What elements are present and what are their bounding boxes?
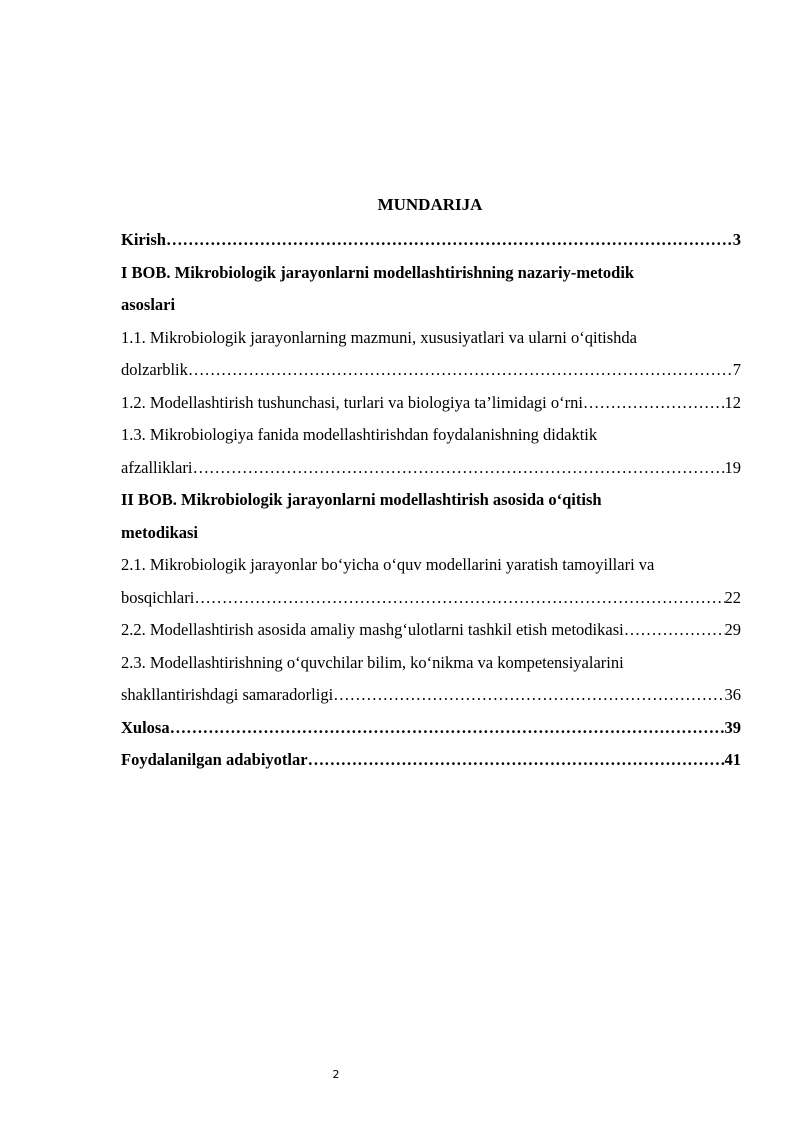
toc-page-number: 41	[724, 750, 741, 769]
toc-entry-kirish	[121, 224, 741, 257]
toc-entry-2-3-line-2	[121, 679, 741, 712]
dot-leader	[624, 614, 725, 647]
toc-chapter-1-line-2: asoslari	[121, 295, 176, 314]
toc-entry-1-2	[121, 387, 741, 420]
toc-entry-label: 1.2. Modellashtirish tushunchasi, turlari va biologiya ta’limidagi o‘rni	[121, 392, 583, 412]
toc-entry-label: Foydalanilgan adabiyotlar	[121, 750, 308, 769]
toc-entry-label: Kirish	[121, 230, 166, 249]
toc-entry-1-3-line-1: 1.3. Mikrobiologiya fanida modellashtirishdan foydalanishning didaktik	[121, 425, 598, 444]
dot-leader	[170, 712, 725, 745]
toc-chapter-2-line-2: metodikasi	[121, 522, 199, 542]
toc-entry-1-1-line-2	[121, 354, 741, 387]
toc-entry-2-1-line-2	[121, 582, 741, 615]
toc-entry-1-1-line-1: 1.1. Mikrobiologik jarayonlarning mazmuni, xususiyatlari va ularni o‘qitishda	[121, 327, 637, 347]
dot-leader	[188, 354, 733, 387]
toc-entry-adabiyotlar	[121, 744, 741, 777]
toc-chapter-2-line-1: II BOB. Mikrobiologik jarayonlarni modellashtirish asosida o‘qitish	[121, 490, 602, 509]
dot-leader	[194, 582, 724, 615]
toc-page-number: 22	[724, 587, 741, 607]
toc-entry-label: shakllantirishdagi samaradorligi	[121, 685, 334, 704]
dot-leader	[192, 452, 724, 485]
toc-chapter-1-line-1: I BOB. Mikrobiologik jarayonlarni modellashtirishning nazariy-metodik	[121, 262, 635, 282]
toc-entry-label: 2.2. Modellashtirish asosida amaliy mashg‘ulotlarni tashkil etish metodikasi	[121, 620, 624, 639]
toc-entry-1-3-line-2	[121, 452, 741, 485]
dot-leader	[333, 679, 724, 712]
toc-entry-xulosa	[121, 712, 741, 745]
page-number: 2	[332, 1068, 340, 1081]
toc-page-number: 12	[724, 392, 741, 412]
toc-entry-2-2	[121, 614, 741, 647]
toc-entry-label: Xulosa	[121, 717, 170, 737]
toc-entry-label: bosqichlari	[121, 587, 195, 607]
toc-page-number: 7	[732, 360, 741, 379]
page-title: MUNDARIJA	[377, 195, 483, 214]
table-of-contents	[121, 224, 741, 777]
dot-leader	[583, 387, 725, 420]
toc-page-number: 19	[724, 457, 741, 477]
toc-page-number: 39	[724, 717, 741, 737]
toc-entry-label: afzalliklari	[121, 457, 193, 477]
dot-leader	[308, 744, 725, 777]
toc-entry-2-1-line-1: 2.1. Mikrobiologik jarayonlar bo‘yicha o‘quv modellarini yaratish tamoyillari va	[121, 555, 655, 574]
toc-page-number: 3	[732, 230, 741, 249]
toc-page-number: 36	[724, 685, 741, 704]
toc-page-number: 29	[724, 620, 741, 639]
toc-entry-label: dolzarblik	[121, 360, 188, 379]
dot-leader	[166, 224, 733, 257]
toc-entry-2-3-line-1: 2.3. Modellashtirishning o‘quvchilar bilim, ko‘nikma va kompetensiyalarini	[121, 652, 624, 672]
